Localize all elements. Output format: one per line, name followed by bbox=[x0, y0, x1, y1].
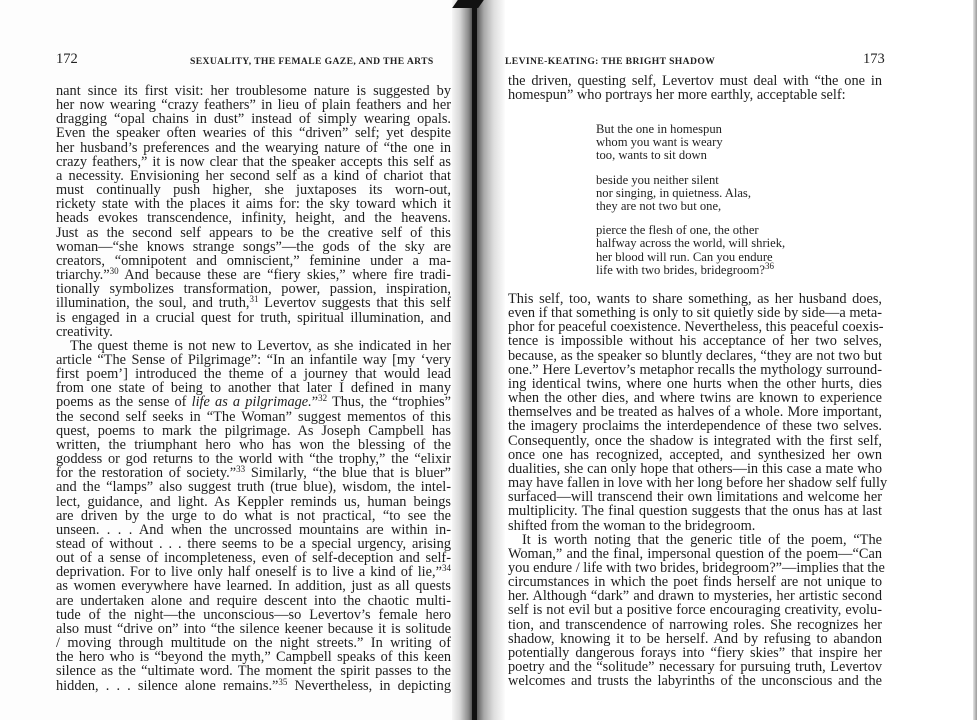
text-line: the second self seeks in “The Woman” suggest mementos of this bbox=[56, 408, 451, 425]
text-line: for the restoration of society.”$^{33}$ Similarly, “the blue that is bluer” bbox=[56, 464, 451, 482]
text-line: her. Although “dark” and drawn to mysteries, her artistic second bbox=[508, 588, 882, 605]
text-line: written, the triumphant hero who has won the blessing of the bbox=[56, 436, 451, 453]
text-line: dragging “opal chains in dust” instead of simply wearing opals. bbox=[56, 111, 451, 128]
text-line: first poem’] introduced the theme of a journey that would lead bbox=[56, 366, 451, 383]
text-line: because, as the speaker so bluntly declares, “they are not two but bbox=[508, 347, 882, 364]
poem-line: her blood will run. Can you endure bbox=[596, 249, 773, 264]
text-line: article “The Sense of Pilgrimage”: “In an infantile way [my ‘very bbox=[56, 351, 451, 368]
text-line: potentially dangerous forays into “fiery skies” that inspire her bbox=[508, 644, 882, 661]
text-line: Even the speaker often wearies of this “driven” self; yet despite bbox=[56, 125, 451, 142]
running-head: SEXUALITY, THE FEMALE GAZE, AND THE ARTS bbox=[190, 56, 434, 67]
text-line: silence as the “ultimate word. The moment the spirit passes to the bbox=[56, 663, 451, 680]
text-line: It is worth noting that the generic title of the poem, “The bbox=[522, 531, 882, 548]
text-line: out of a sense of incompleteness, even of self-deception and self- bbox=[56, 550, 451, 567]
text-line: once one has recognized, accepted, and synthesized her own bbox=[508, 446, 882, 463]
text-line: self is not evil but a positive force encouraging creativity, evolu- bbox=[508, 602, 882, 619]
text-line: ing identical twins, where one hurts when the other hurts, dies bbox=[508, 375, 882, 392]
poem-stanza bbox=[596, 174, 785, 214]
poem-stanza bbox=[596, 224, 785, 277]
text-line: tence is impossible without his acceptance of her two selves, bbox=[508, 333, 882, 350]
text-line: goddess or god returns to the world with “the trophy,” the “elixir bbox=[56, 451, 451, 468]
text-line: tude of the night—the unconscious—so Levertov’s female hero bbox=[56, 606, 451, 623]
body-text bbox=[56, 84, 451, 693]
text-line: surfaced—will transcend their own limitations and welcome her bbox=[508, 489, 882, 506]
text-line: from one state of being to another that later I defined in many bbox=[56, 380, 451, 397]
text-line: rickety state with the places it aims for: the sky toward which it bbox=[56, 196, 451, 213]
text-line: illumination, the soul, and truth,$^{31}$ Levertov suggests that this self bbox=[56, 294, 451, 312]
poem-line: beside you neither silent bbox=[596, 172, 719, 187]
text-line: her husband’s preferences and the wearying nature of “the one in bbox=[56, 139, 451, 156]
text-line: dualities, she can only hope that others—in this case a mate who bbox=[508, 460, 882, 477]
page-number: 172 bbox=[56, 51, 78, 67]
text-line: Consequently, once the shadow is integrated with the first self, bbox=[508, 432, 882, 449]
text-line: poetry and the “solitude” necessary for pursuing truth, Levertov bbox=[508, 659, 882, 676]
text-line: homespun” who portrays her more earthly, acceptable self: bbox=[508, 87, 846, 104]
gutter-shadow-left bbox=[452, 0, 474, 720]
footnote-ref: 33 bbox=[236, 464, 246, 475]
text-line: the hero who is “beyond the myth,” Campbell speaks of this keen bbox=[56, 649, 451, 666]
page-edge bbox=[973, 0, 977, 720]
text-line: when the other dies, and where twins are known to experience bbox=[508, 390, 882, 407]
text-line: The quest theme is not new to Levertov, as she indicated in her bbox=[70, 337, 451, 354]
poem-line: too, wants to sit down bbox=[596, 148, 707, 163]
poem-line: But the one in homespun bbox=[596, 122, 722, 136]
footnote-ref: 32 bbox=[318, 393, 328, 404]
footnote-ref: 31 bbox=[249, 294, 259, 305]
text-line: the imagery proclaims the interdependence of these two selves. bbox=[508, 418, 882, 435]
text-line: poems as the sense of life as a pilgrimage.”$^{32}$ Thus, the “trophies” bbox=[56, 393, 451, 411]
text-line: are driven by the urge to do what is not practical, “to see the bbox=[56, 507, 451, 524]
text-line: crazy feathers,” it is now clear that the speaker accepts this self as bbox=[56, 153, 451, 170]
text-line: her now wearing “crazy feathers” in lieu of plain feathers and her bbox=[56, 97, 451, 114]
text-line: even if that something is only to sit quietly side by side—a meta- bbox=[508, 305, 882, 322]
poem-line: pierce the flesh of one, the other bbox=[596, 223, 759, 238]
intro-text bbox=[508, 74, 882, 102]
poem-line: life with two brides, bridegroom?$^{36}$ bbox=[596, 260, 774, 277]
footnote-ref: 36 bbox=[764, 260, 774, 271]
text-line: / moving through multitude on the night streets.” In writing of bbox=[56, 635, 451, 652]
text-line: unseen. . . . And when the uncrossed mountains are within in- bbox=[56, 521, 451, 538]
footnote-ref: 30 bbox=[109, 266, 119, 277]
body-text-right bbox=[508, 291, 888, 690]
running-head-right: LEVINE-KEATING: THE BRIGHT SHADOW bbox=[505, 56, 716, 67]
poem-line: nor singing, in quietness. Alas, bbox=[596, 185, 751, 200]
text-line: hidden, . . . silence alone remains.”$^{35}$ Nevertheless, in depicting bbox=[56, 676, 451, 694]
text-line: circumstances in which the poet finds herself are not unique to bbox=[508, 574, 882, 591]
text-line: phor for peaceful coexistence. Nevertheless, this peaceful coexis- bbox=[508, 319, 884, 336]
text-line: deprivation. For to live only half oneself is to live a kind of lie,”$^{34}$ bbox=[56, 563, 451, 581]
text-line: Woman,” and the final, impersonal question of the poem—“Can bbox=[508, 545, 882, 562]
poem-line: halfway across the world, will shriek, bbox=[596, 236, 786, 251]
text-line: creators, “omnipotent and omniscient,” feminine under a ma- bbox=[56, 252, 451, 269]
poem-line: whom you want is weary bbox=[596, 135, 723, 150]
poem-line: they are not two but one, bbox=[596, 199, 722, 214]
italic-phrase: life as a pilgrimage. bbox=[191, 394, 312, 411]
text-line: tion, and transcendence of narrowing roles. She recognizes her bbox=[508, 616, 882, 633]
text-line: woman—“she knows strange songs”—the gods of the sky are bbox=[56, 238, 451, 255]
text-line: tionally symbolizes transformation, power, passion, inspiration, bbox=[56, 281, 451, 298]
footnote-ref: 35 bbox=[278, 676, 288, 687]
text-line: triarchy.”$^{30}$ And because these are “fiery skies,” where fire tradi- bbox=[56, 266, 451, 284]
text-line: stead of without . . . there seems to be a special urgency, arising bbox=[56, 536, 451, 552]
text-line: themselves and be treated as halves of a whole. More important, bbox=[508, 404, 882, 421]
text-line: multiplicity. The final question suggests that the onus has at last bbox=[508, 503, 882, 520]
text-line: quest, poems to mark the pilgrimage. As Joseph Campbell has bbox=[56, 422, 451, 439]
text-line: must continually push higher, she juxtaposes its worn-out, bbox=[56, 182, 451, 199]
text-line: also must “drive on” into “the silence keener because it is solitude bbox=[56, 620, 451, 637]
footnote-ref: 34 bbox=[442, 563, 451, 574]
text-line: shifted from the woman to the bridegroom. bbox=[508, 517, 756, 534]
text-line: lect, guidance, and light. As Keppler reminds us, human beings bbox=[56, 493, 451, 510]
text-line: creativity. bbox=[56, 323, 113, 340]
text-line: nant since its first visit: her troublesome nature is suggested by bbox=[56, 83, 451, 99]
text-line: a necessity. Envisioning her second self as a kind of chariot that bbox=[56, 167, 451, 184]
text-line: heads evokes transcendence, infinity, height, and the heavens. bbox=[56, 210, 451, 227]
text-line: may have fallen in love with her long before her shadow self fully bbox=[508, 475, 888, 492]
text-line: you endure / life with two brides, bridegroom?”—implies that the bbox=[508, 559, 885, 576]
text-line: shadow, knowing it to be herself. And by refusing to abandon bbox=[508, 630, 882, 647]
poem-stanza bbox=[596, 123, 785, 163]
text-line: are undertaken alone and require descent into the chaotic multi- bbox=[56, 592, 451, 609]
text-line: welcomes and trusts the labyrinths of the unconscious and the bbox=[508, 673, 882, 690]
text-line: Just as the second self appears to be the creative self of this bbox=[56, 224, 451, 241]
text-line: and the “lamps” also suggest truth (true blue), wisdom, the intel- bbox=[56, 479, 451, 496]
text-line: as women everywhere have learned. In addition, just as all quests bbox=[56, 578, 451, 595]
text-line: This self, too, wants to share something, as her husband does, bbox=[508, 291, 882, 307]
poem-quotation bbox=[596, 123, 785, 288]
text-line: the driven, questing self, Levertov must deal with “the one in bbox=[508, 73, 882, 89]
left-page bbox=[0, 0, 473, 720]
page-number-right: 173 bbox=[863, 51, 885, 67]
text-line: one.” Here Levertov’s metaphor recalls the mythology surround- bbox=[508, 361, 882, 378]
text-line: is engaged in a crucial quest for truth, spiritual illumination, and bbox=[56, 309, 451, 326]
